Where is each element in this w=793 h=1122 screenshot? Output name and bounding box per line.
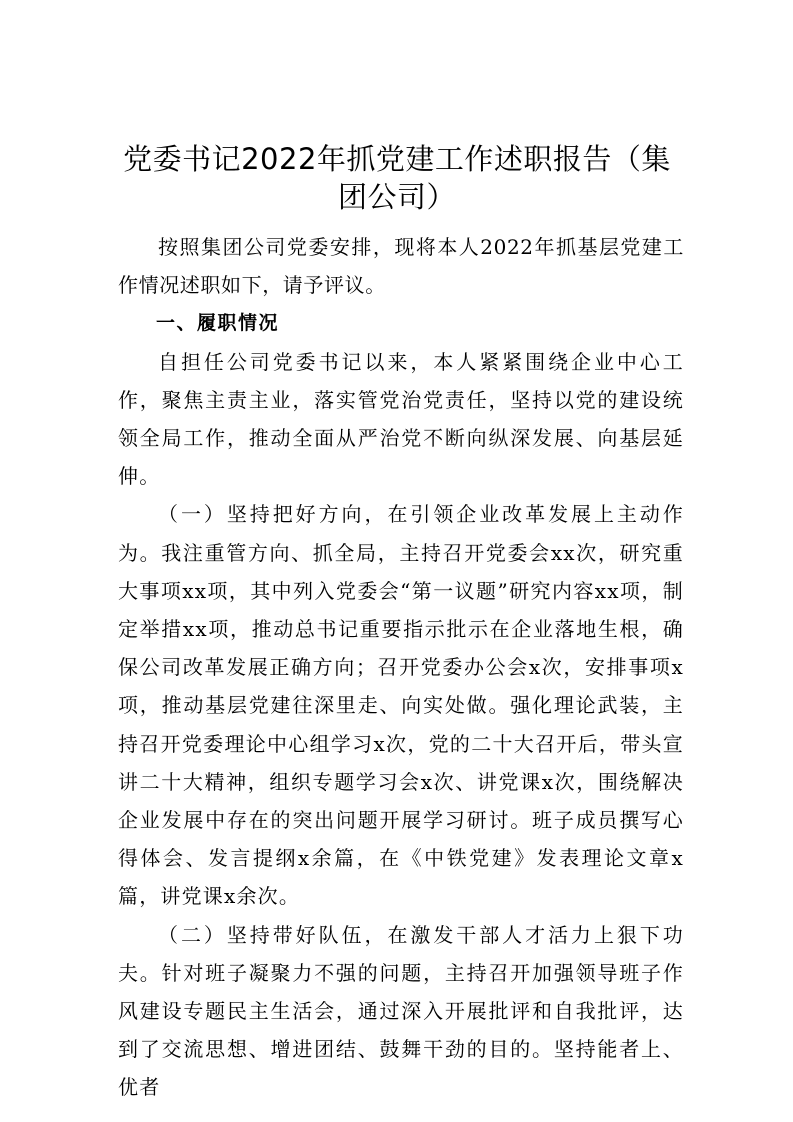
document-body <box>118 228 684 1107</box>
item2-paragraph: （二）坚持带好队伍，在激发干部人才活力上狠下功夫。针对班子凝聚力不强的问题，主持召开加强领导班子作风建设专题民主生活会，通过深入开展批评和自我批评，达到了交流思想、增进团结、鼓舞干劲的目的。坚持能者上、优者 <box>118 922 684 1100</box>
section-heading-performance: 一、履职情况 <box>156 312 280 335</box>
section1-paragraph: 自担任公司党委书记以来，本人紧紧围绕企业中心工作，聚焦主责主业，落实管党治党责任，坚持以党的建设统领全局工作，推动全面从严治党不断向纵深发展、向基层延伸。 <box>118 349 684 489</box>
item1-paragraph: （一）坚持把好方向，在引领企业改革发展上主动作为。我注重管方向、抓全局，主持召开党委会xx次，研究重大事项xx项，其中列入党委会“第一议题”研究内容xx项，制定举措xx项，推动总书记重要指示批示在企业落地生根，确保公司改革发展正确方向；召开党委办公会x次，安排事项x项，推动基层党建往深里走、向实处做。强化理论武装，主持召开党委理论中心组学习x次，党的二十大召开后，带头宣讲二十大精神，组织专题学习会x次、讲党课x次，围绕解决企业发展中存在的突出问题开展学习研讨。班子成员撰写心得体会、发言提纲x余篇，在《中铁党建》发表理论文章x篇，讲党课x余次。 <box>118 502 684 909</box>
intro-paragraph: 按照集团公司党委安排，现将本人2022年抓基层党建工作情况述职如下，请予评议。 <box>118 235 684 298</box>
document-title: 党委书记2022年抓党建工作述职报告（集团公司） <box>123 142 671 214</box>
